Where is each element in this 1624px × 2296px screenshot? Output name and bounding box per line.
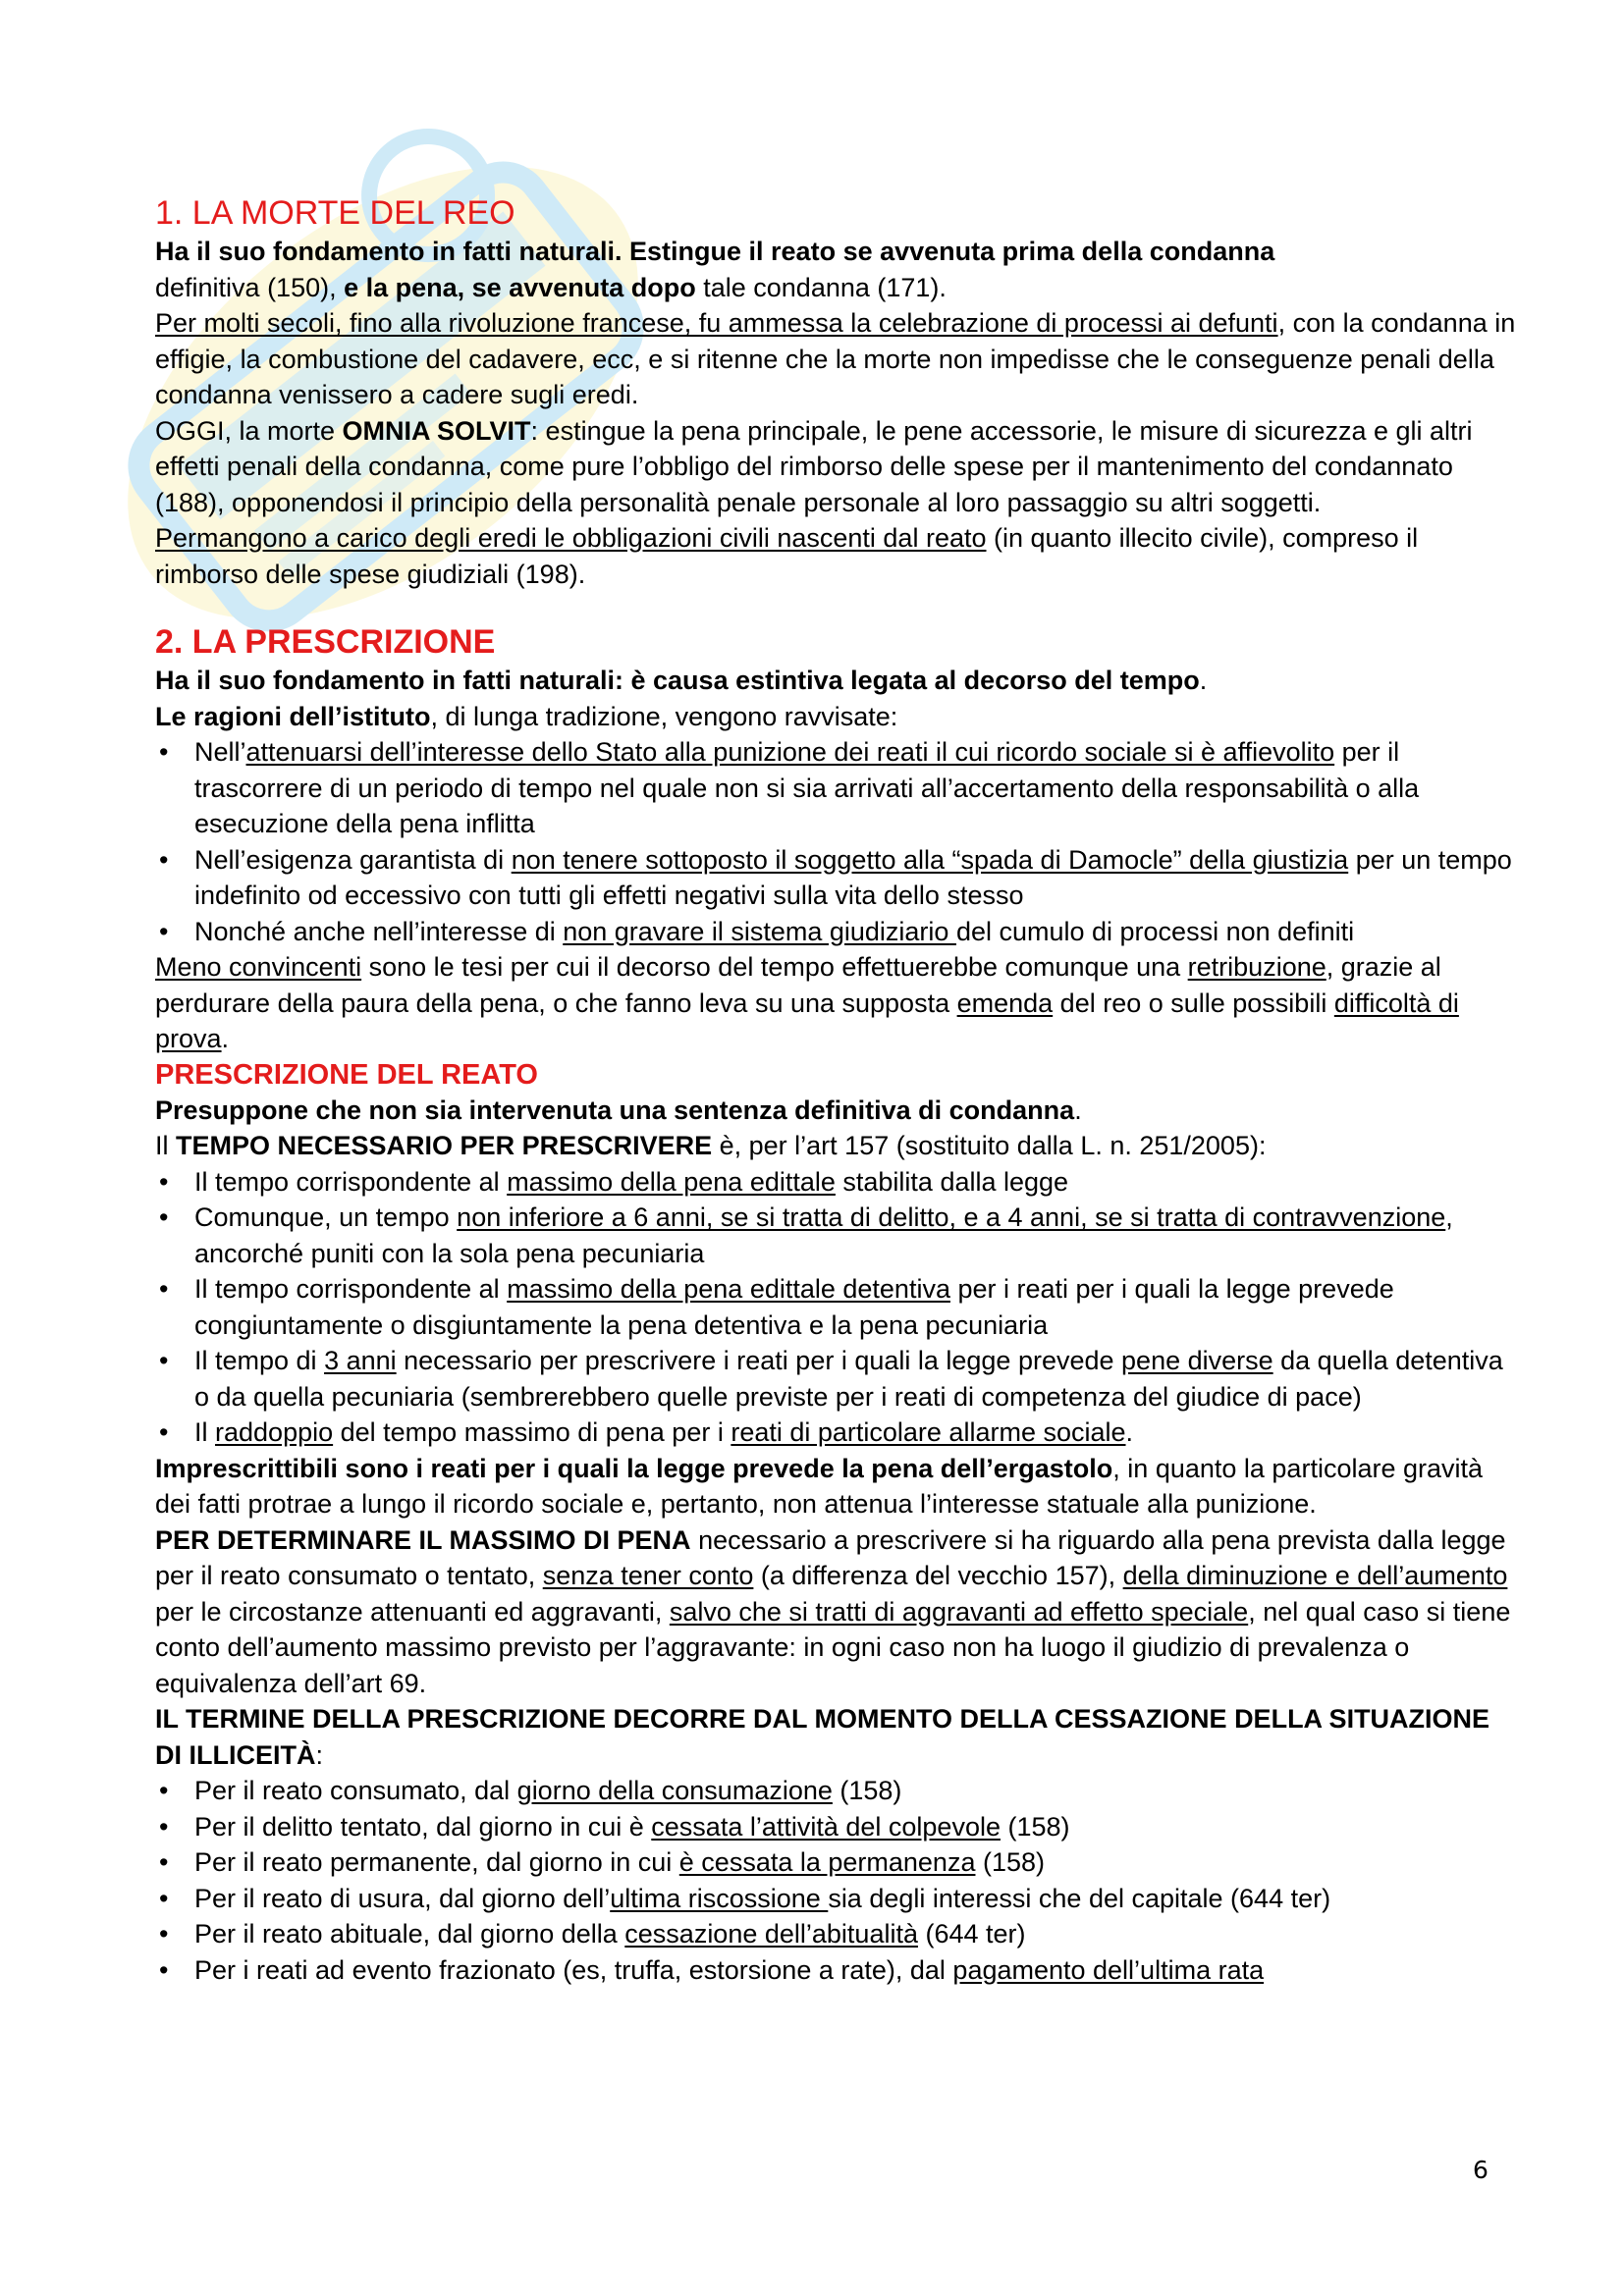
underlined-text: pene diverse	[1121, 1346, 1273, 1375]
section-title-morte-reo: 1. LA MORTE DEL REO	[155, 194, 515, 232]
text: Il tempo corrispondente al	[194, 1166, 508, 1197]
text: Per i reati ad evento frazionato (es, truffa, estorsione a rate), dal	[194, 1954, 953, 1985]
text: .	[221, 1024, 230, 1053]
text: per il trascorrere di un periodo di tempo nel quale non si sia arrivati all’accertamento della responsabilità o alla esecuzione della pena inflitta	[194, 737, 1420, 838]
text: Nonché anche nell’interesse di	[194, 916, 564, 946]
underlined-text: salvo che si tratti di aggravanti ad effetto speciale	[669, 1596, 1249, 1627]
underlined-text: non tenere sottoposto il soggetto alla “spada di Damocle” della giustizia	[511, 844, 1349, 875]
text: Il tempo corrispondente al	[194, 1274, 508, 1304]
list-item	[155, 1881, 1520, 1917]
underlined-text: non gravare il sistema giudiziario	[563, 916, 956, 946]
underlined-text: raddoppio	[215, 1417, 334, 1447]
paragraph-termine-decorrenza	[155, 1701, 1520, 1773]
text: Per il reato consumato, dal	[194, 1776, 517, 1805]
paragraph-massimo-pena	[155, 1522, 1520, 1702]
text: del reo o sulle possibili	[1053, 988, 1334, 1018]
underlined-text: cessata l’attività del colpevole	[651, 1811, 1001, 1842]
text: è, per l’art 157 (sostituito dalla L. n. 251/2005):	[712, 1131, 1267, 1160]
underlined-text: cessazione dell’abitualità	[624, 1919, 918, 1949]
paragraph-presupposto	[155, 1093, 1520, 1129]
paragraph-prescrizione-fondamento	[155, 663, 1520, 699]
underlined-text: pagamento dell’ultima rata	[952, 1954, 1265, 1985]
paragraph-ragioni-istituto	[155, 699, 1520, 735]
text: (a differenza del vecchio 157),	[753, 1561, 1123, 1590]
underlined-text: attenuarsi dell’interesse dello Stato alla punizione dei reati il cui ricordo sociale si è affievolito	[245, 737, 1335, 767]
underlined-text: Meno convincenti	[155, 952, 362, 982]
text: : estingue la pena principale, le pene accessorie, le misure di sicurezza e gli altri effetti penali della condanna, come pure l’obbligo del rimborso delle spese per il mantenimento del condannato (188), opponendosi il principio della personalità penale personale al loro passaggio su altri soggetti.	[155, 415, 1473, 517]
text: , ancorché puniti con la sola pena pecuniaria	[194, 1202, 1453, 1268]
text: , in quanto la particolare gravità dei fatti protrae a lungo il ricordo sociale e, pertanto, non attenua l’interesse statuale alla punizione.	[155, 1453, 1484, 1519]
underlined-text: emenda	[956, 988, 1054, 1018]
text: Per il reato permanente, dal giorno in cui	[194, 1847, 679, 1877]
underlined-text: massimo della pena edittale	[507, 1166, 836, 1197]
underlined-text: massimo della pena edittale detentiva	[507, 1274, 950, 1304]
text: per i reati per i quali la legge prevede congiuntamente o disgiuntamente la pena detentiva e la pena pecuniaria	[194, 1274, 1394, 1340]
text: per un tempo indefinito od eccessivo con tutti gli effetti negativi sulla vita dello stesso	[194, 844, 1512, 910]
list-item	[155, 1844, 1520, 1881]
text: , con la condanna in effigie, la combustione del cadavere, ecc, e si ritenne che la morte non impedisse che le conseguenze penali della condanna venissero a cadere sugli eredi.	[155, 308, 1516, 409]
text: .	[1199, 666, 1208, 695]
list-item	[155, 1343, 1520, 1415]
text: Nell’	[194, 737, 246, 767]
bold-text: e la pena, se avvenuta dopo	[344, 272, 696, 302]
list-item	[155, 1415, 1520, 1451]
underlined-text: non inferiore a 6 anni, se si tratta di delitto, e a 4 anni, se si tratta di contravvenzione	[457, 1202, 1446, 1232]
text: .	[1125, 1417, 1134, 1447]
text: Per il reato abituale, dal giorno della	[194, 1919, 625, 1949]
text: Il tempo di	[194, 1346, 325, 1375]
text: , nel qual caso si tiene conto dell’aumento massimo previsto per l’aggravante: in ogni caso non ha luogo il giudizio di prevalenza o equivalenza dell’art 69.	[155, 1596, 1511, 1698]
underlined-text: ultima riscossione	[610, 1883, 829, 1913]
list-item	[155, 1164, 1520, 1201]
list-tempi	[155, 1164, 1520, 1451]
text: definitiva (150),	[155, 272, 345, 302]
underlined-text: 3 anni	[324, 1346, 397, 1375]
text: (644 ter)	[917, 1919, 1026, 1949]
text: sono le tesi per cui il decorso del tempo effettuerebbe comunque una	[361, 952, 1188, 982]
text: (158)	[1000, 1811, 1070, 1842]
bold-text: Imprescrittibili sono i reati per i quali la legge prevede la pena dell’ergastolo	[155, 1453, 1113, 1483]
list-ragioni	[155, 734, 1520, 949]
list-item	[155, 1271, 1520, 1343]
underlined-text: giorno della consumazione	[516, 1776, 833, 1805]
bold-text: IL TERMINE DELLA PRESCRIZIONE DECORRE DAL MOMENTO DELLA CESSAZIONE DELLA SITUAZIONE DI ILLICEITÀ	[155, 1704, 1490, 1770]
text: (in quanto illecito civile), compreso il rimborso delle spese giudiziali (198).	[155, 523, 1419, 589]
text: Il	[194, 1417, 216, 1447]
text: :	[315, 1739, 324, 1770]
text: necessario a prescrivere si ha riguardo alla pena prevista dalla legge per il reato consumato o tentato,	[155, 1524, 1506, 1590]
list-item	[155, 1809, 1520, 1845]
text: .	[1074, 1095, 1082, 1125]
text: del tempo massimo di pena per i	[333, 1417, 731, 1447]
bold-text: Presuppone che non sia intervenuta una sentenza definitiva di condanna	[155, 1095, 1075, 1125]
subsection-title-prescrizione-reato: PRESCRIZIONE DEL REATO	[155, 1058, 538, 1091]
bold-text: Le ragioni dell’istituto	[155, 701, 431, 731]
text: , di lunga tradizione, vengono ravvisate:	[430, 701, 898, 731]
text: per le circostanze attenuanti ed aggravanti,	[155, 1596, 670, 1627]
underlined-text: senza tener conto	[542, 1561, 754, 1590]
paragraph-morte-storia	[155, 305, 1520, 413]
text: sia degli interessi che del capitale (644 ter)	[828, 1883, 1331, 1913]
list-item	[155, 842, 1520, 914]
text: Nell’esigenza garantista di	[194, 844, 512, 875]
text: Comunque, un tempo	[194, 1202, 458, 1232]
text: del cumulo di processi non definiti	[955, 916, 1355, 946]
page-number: 6	[1473, 2156, 1489, 2184]
text: necessario per prescrivere i reati per i quali la legge prevede	[396, 1346, 1122, 1375]
paragraph-meno-convincenti	[155, 949, 1520, 1057]
bold-text: Ha il suo fondamento in fatti naturali: è causa estintiva legata al decorso del tempo	[155, 666, 1200, 695]
list-item	[155, 1200, 1520, 1271]
list-item	[155, 914, 1520, 950]
list-item	[155, 734, 1520, 842]
list-item	[155, 1916, 1520, 1952]
bold-text: Ha il suo fondamento in fatti naturali. Estingue il reato se avvenuta prima della condanna	[155, 237, 1275, 266]
text: Per il delitto tentato, dal giorno in cui è	[194, 1811, 652, 1842]
underlined-text: è cessata la permanenza	[678, 1847, 976, 1877]
text: Per il reato di usura, dal giorno dell’	[194, 1883, 611, 1913]
text: stabilita dalla legge	[835, 1166, 1069, 1197]
text: da quella detentiva o da quella pecuniaria (sembrerebbero quelle previste per i reati di competenza del giudice di pace)	[194, 1346, 1503, 1412]
bold-text: OMNIA SOLVIT	[342, 415, 531, 446]
underlined-text: Per molti secoli, fino alla rivoluzione francese, fu ammessa la celebrazione di processi ai defunti	[155, 308, 1278, 338]
text: (158)	[832, 1776, 902, 1805]
underlined-text: della diminuzione e dell’aumento	[1122, 1561, 1508, 1590]
page-content	[155, 192, 1520, 1988]
underlined-text: retribuzione	[1187, 952, 1326, 982]
paragraph-morte-fondamento	[155, 234, 1520, 305]
underlined-text: difficoltà di prova	[155, 988, 1459, 1053]
paragraph-imprescrittibili	[155, 1451, 1520, 1522]
text: , grazie al perdurare della paura della pena, o che fanno leva su una supposta	[155, 952, 1441, 1018]
bold-text: PER DETERMINARE IL MASSIMO DI PENA	[155, 1524, 691, 1555]
paragraph-omnia-solvit	[155, 413, 1520, 521]
underlined-text: reati di particolare allarme sociale	[731, 1417, 1126, 1447]
list-item	[155, 1952, 1520, 1989]
paragraph-tempo-necessario	[155, 1128, 1520, 1164]
text: OGGI, la morte	[155, 415, 343, 446]
text: tale condanna (171).	[695, 272, 947, 302]
section-title-prescrizione: 2. LA PRESCRIZIONE	[155, 623, 496, 661]
list-decorrenza	[155, 1773, 1520, 1988]
paragraph-obbligazioni-eredi	[155, 520, 1520, 592]
list-item	[155, 1773, 1520, 1809]
underlined-text: Permangono a carico degli eredi le obbligazioni civili nascenti dal reato	[155, 523, 987, 553]
bold-text: TEMPO NECESSARIO PER PRESCRIVERE	[176, 1131, 713, 1160]
text: (158)	[975, 1847, 1046, 1877]
text: Il	[155, 1131, 177, 1160]
